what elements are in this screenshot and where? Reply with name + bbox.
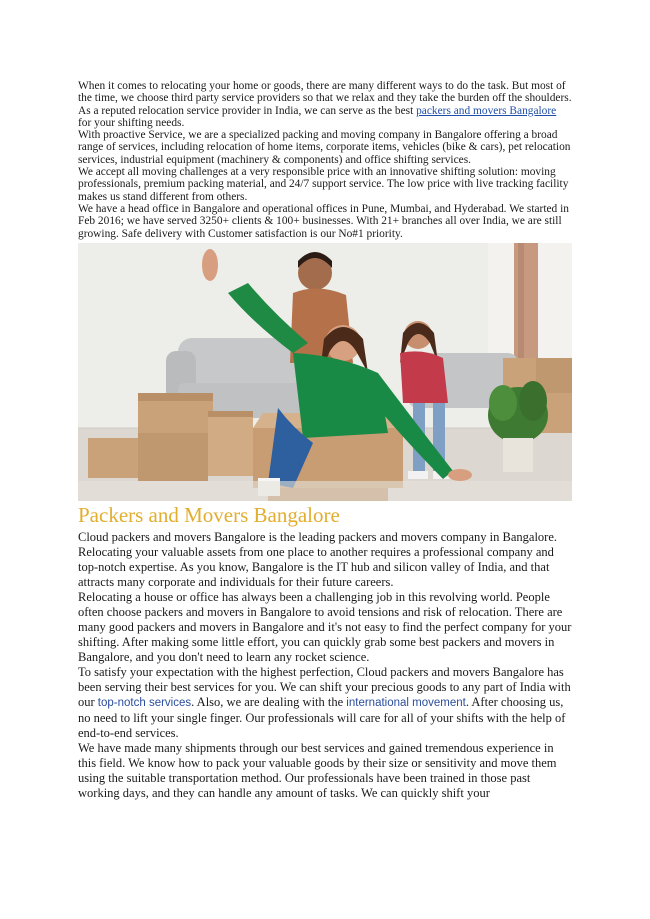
packers-movers-bangalore-link[interactable]: packers and movers Bangalore xyxy=(416,104,557,117)
body-paragraph-2: Relocating a house or office has always been a challenging job in this revolving world. People often choose packers and movers in Bangalore to avoid tensions and risk of relocation. There are many good packers and movers in Bangalore and it's not easy to find the perfect company for your shifting. After making some little effort, you can quickly grab some best packers and movers in Bangalore, and you don't need to learn any rocket science. xyxy=(78,589,572,664)
body-section xyxy=(78,530,572,801)
article-content xyxy=(78,80,572,801)
intro-section xyxy=(78,80,572,240)
intro-paragraph-3: We accept all moving challenges at a very responsible price with an innovative shifting solution: moving professionals, premium packing material, and 24/7 support service. The low price with live tracking facility makes us stand different from others. xyxy=(78,166,569,203)
body-p3-tail: . After choosing us, no need to lift your single finger. Our professionals will care for all of your shifts with the help of end-to-end services. xyxy=(78,694,566,740)
body-paragraph-1: Cloud packers and movers Bangalore is the leading packers and movers company in Bangalore. Relocating your valuable assets from one place to another requires a professional company and top-notch expertise. As you know, Bangalore is the IT hub and silicon valley of India, and that attracts many corporate and individuals for their future careers. xyxy=(78,529,558,589)
intro-p1-text: When it comes to relocating your home or goods, there are many different ways to do the task. But most of the time, we choose third party service providers so that we relax and they take the burden off the shoulders. As a reputed relocation service provider in India, we can serve as the best xyxy=(78,80,572,117)
intro-paragraph-4: We have a head office in Bangalore and operational offices in Pune, Mumbai, and Hyderabad. We started in Feb 2016; we have served 3250+ clients & 100+ businesses. With 21+ branches all over India, we are still growing. Safe delivery with Customer satisfaction is our No#1 priority. xyxy=(78,202,569,240)
hero-family-moving-image xyxy=(78,243,572,501)
intro-p1-tail: for your shifting needs. xyxy=(78,116,185,129)
international-movement-link[interactable]: international movement xyxy=(346,696,466,709)
body-paragraph-4: We have made many shipments through our best services and gained tremendous experience in this field. We know how to pack your valuable goods by their size or sensitivity and move them using the suitable transportation method. Our professionals have been trained in those past working days, and they can handle any amount of tasks. We can quickly shift your xyxy=(78,740,557,800)
page-heading: Packers and Movers Bangalore xyxy=(78,502,340,527)
hero-illustration xyxy=(78,243,572,501)
intro-paragraph-2: With proactive Service, we are a specialized packing and moving company in Bangalore offering a broad range of services, including relocation of home items, corporate items, vehicles (bike & cars), pet relocation services, industrial equipment (machinery & components) and office shifting services. xyxy=(78,129,571,166)
body-paragraph-3 xyxy=(78,665,572,741)
intro-paragraph-1 xyxy=(78,80,572,129)
body-p3-text: To satisfy your expectation with the highest perfection, Cloud packers and movers Bangalore has been serving their best services for you. We can shift your precious goods to any part of India with our xyxy=(78,664,571,709)
top-notch-services-link[interactable]: top-notch services xyxy=(97,696,192,709)
body-p3-middle: . Also, we are dealing with the xyxy=(191,694,347,709)
